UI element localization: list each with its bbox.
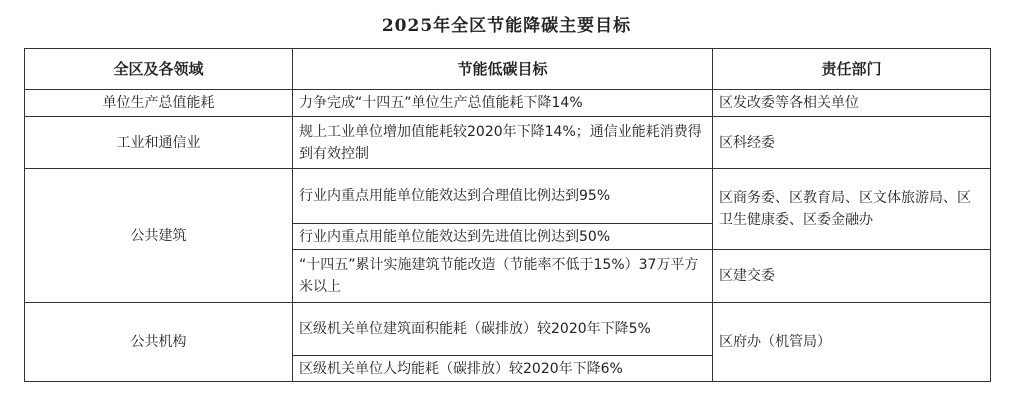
- target-cell: “十四五”累计实施建筑节能改造（节能率不低于15%）37万平方米以上: [293, 250, 713, 303]
- target-cell: 力争完成“十四五”单位生产总值能耗下降14%: [293, 90, 713, 117]
- dept-cell: 区建交委: [713, 250, 991, 303]
- table-row: [25, 303, 991, 356]
- table-row: [25, 117, 991, 169]
- target-cell: 规上工业单位增加值能耗较2020年下降14%；通信业能耗消费得到有效控制: [293, 117, 713, 169]
- table-row: [25, 90, 991, 117]
- table-header-row: [25, 49, 991, 90]
- column-header-target: 节能低碳目标: [293, 49, 713, 90]
- domain-cell: 单位生产总值能耗: [25, 90, 293, 117]
- target-cell: 区级机关单位建筑面积能耗（碳排放）较2020年下降5%: [293, 303, 713, 356]
- target-cell: 行业内重点用能单位能效达到先进值比例达到50%: [293, 224, 713, 250]
- domain-cell: 公共机构: [25, 303, 293, 382]
- table-title: 2025年全区节能降碳主要目标: [381, 16, 632, 36]
- targets-table: [24, 48, 991, 382]
- domain-cell: 工业和通信业: [25, 117, 293, 169]
- domain-cell: 公共建筑: [25, 169, 293, 303]
- column-header-domain: 全区及各领域: [25, 49, 293, 90]
- dept-cell: 区商务委、区教育局、区文体旅游局、区卫生健康委、区委金融办: [713, 169, 991, 250]
- dept-cell: 区发改委等各相关单位: [713, 90, 991, 117]
- dept-cell: 区科经委: [713, 117, 991, 169]
- column-header-dept: 责任部门: [713, 49, 991, 90]
- table-row: [25, 169, 991, 224]
- target-cell: 区级机关单位人均能耗（碳排放）较2020年下降6%: [293, 356, 713, 382]
- dept-cell: 区府办（机管局）: [713, 303, 991, 382]
- target-cell: 行业内重点用能单位能效达到合理值比例达到95%: [293, 169, 713, 224]
